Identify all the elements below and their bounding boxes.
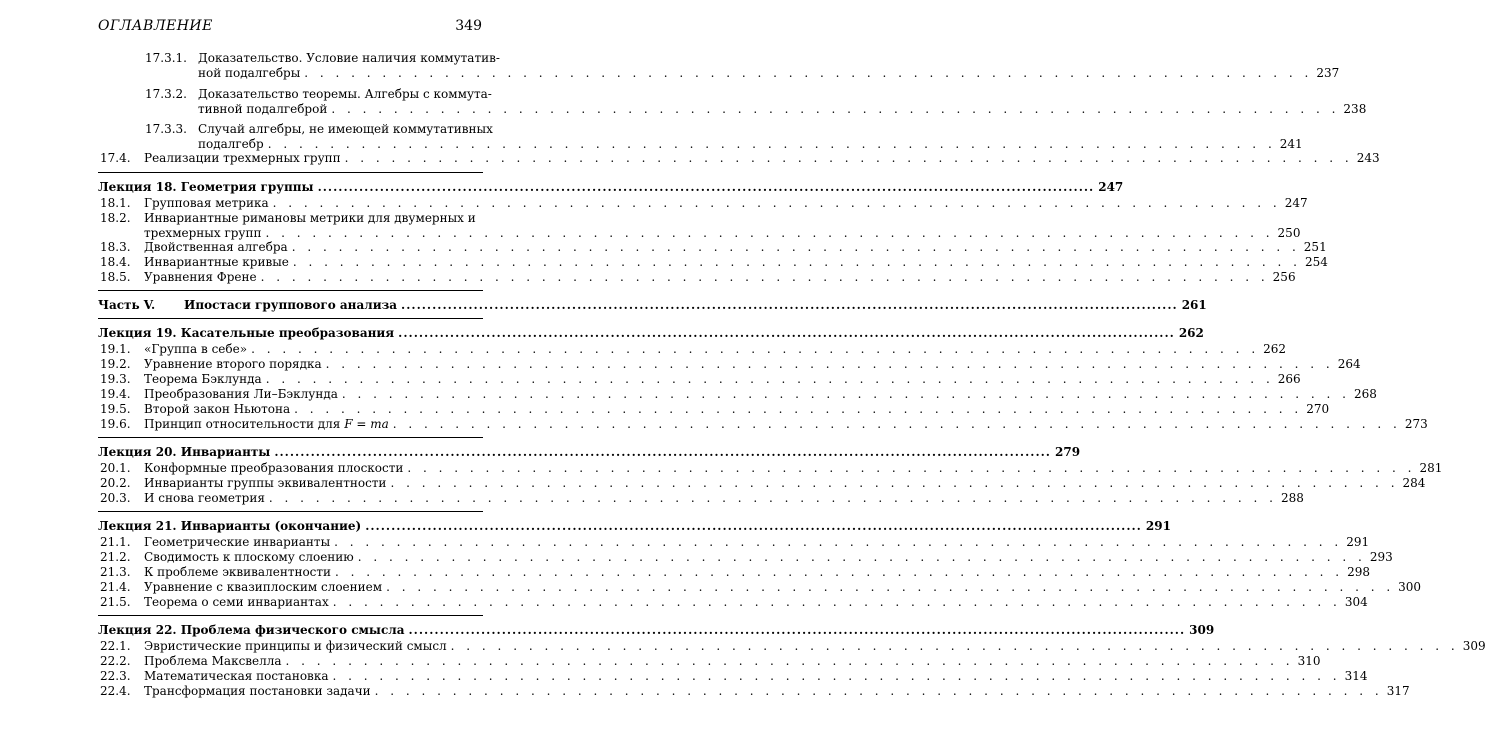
entry-page: 317	[1386, 684, 1410, 698]
entry-page: 268	[1353, 387, 1377, 401]
toc-lecture-18[interactable]	[98, 180, 1124, 195]
entry-title-continued: трехмерных групп	[144, 226, 262, 240]
entry-page: 309	[1462, 639, 1486, 653]
entry-title: Уравнение с квазиплоским слоением	[144, 580, 383, 594]
entry-page: 281	[1419, 461, 1443, 475]
toc-entry-19-1[interactable]	[100, 342, 1287, 357]
part-title: Ипостаси группового анализа	[184, 298, 398, 312]
part-number: Часть V.	[98, 298, 156, 312]
toc-part-5[interactable]	[98, 298, 1207, 313]
dot-leader	[268, 137, 1276, 152]
toc-entry-19-2[interactable]	[100, 357, 1361, 372]
dot-leader	[390, 476, 1398, 491]
entry-number: 21.1.	[100, 535, 131, 549]
entry-page: 243	[1356, 151, 1380, 165]
entry-page: 291	[1346, 535, 1370, 549]
toc-entry-22-1[interactable]	[100, 639, 1486, 654]
formula: F = ma	[344, 417, 389, 431]
entry-page: 262	[1178, 326, 1204, 340]
entry-title: К проблеме эквивалентности	[144, 565, 332, 579]
dot-leader	[451, 639, 1459, 654]
lecture-title: Лекция 21. Инварианты (окончание)	[98, 519, 362, 533]
toc-lecture-19[interactable]	[98, 326, 1204, 341]
entry-number: 22.1.	[100, 639, 131, 653]
entry-title: «Группа в себе»	[144, 342, 248, 356]
entry-title: Трансформация постановки задачи	[144, 684, 371, 698]
toc-entry-18-4[interactable]	[100, 255, 1328, 270]
entry-number: 17.3.1.	[145, 51, 187, 65]
dot-leader	[409, 623, 1186, 638]
toc-entry-20-2[interactable]	[100, 476, 1426, 491]
entry-page: 291	[1145, 519, 1171, 533]
entry-page: 304	[1344, 595, 1368, 609]
dot-leader	[293, 255, 1301, 270]
toc-entry-19-5[interactable]	[100, 402, 1330, 417]
section-divider	[98, 318, 483, 319]
entry-page: 293	[1369, 550, 1393, 564]
entry-title: Проблема Максвелла	[144, 654, 282, 668]
dot-leader	[375, 684, 1383, 699]
dot-leader	[334, 535, 1342, 550]
entry-number: 21.3.	[100, 565, 131, 579]
dot-leader	[342, 387, 1350, 402]
entry-title: Теорема Бэклунда	[144, 372, 262, 386]
dot-leader	[358, 550, 1366, 565]
entry-page: 310	[1297, 654, 1321, 668]
entry-page: 250	[1277, 226, 1301, 240]
dot-leader	[318, 180, 1095, 195]
entry-page: 264	[1337, 357, 1361, 371]
entry-number: 21.2.	[100, 550, 131, 564]
entry-page: 247	[1098, 180, 1124, 194]
entry-title: Двойственная алгебра	[144, 240, 288, 254]
toc-entry-21-1[interactable]	[100, 535, 1370, 550]
toc-lecture-21[interactable]	[98, 519, 1171, 534]
entry-title: Инварианты группы эквивалентности	[144, 476, 387, 490]
entry-page: 279	[1055, 445, 1081, 459]
entry-page: 256	[1272, 270, 1296, 284]
toc-lecture-20[interactable]	[98, 445, 1081, 460]
toc-entry-18-3[interactable]	[100, 240, 1327, 255]
toc-entry-22-3[interactable]	[100, 669, 1368, 684]
entry-page: 288	[1280, 491, 1304, 505]
entry-title-continued: подалгебр	[198, 137, 264, 151]
lecture-title: Лекция 18. Геометрия группы	[98, 180, 314, 194]
toc-entry-19-3[interactable]	[100, 372, 1301, 387]
entry-number: 18.5.	[100, 270, 131, 284]
toc-entry-17-3-3[interactable]	[145, 122, 1303, 152]
entry-page: 254	[1304, 255, 1328, 269]
entry-page: 251	[1303, 240, 1327, 254]
entry-page: 273	[1404, 417, 1428, 431]
toc-entry-22-2[interactable]	[100, 654, 1321, 669]
toc-entry-21-2[interactable]	[100, 550, 1393, 565]
entry-page: 300	[1398, 580, 1422, 594]
dot-leader	[265, 226, 1273, 241]
entry-number: 17.3.2.	[145, 87, 187, 101]
toc-entry-22-4[interactable]	[100, 684, 1410, 699]
entry-number: 19.1.	[100, 342, 131, 356]
dot-leader	[294, 402, 1302, 417]
entry-title: Реализации трехмерных групп	[144, 151, 341, 165]
entry-title: Преобразования Ли–Бэклунда	[144, 387, 338, 401]
entry-page: 270	[1306, 402, 1330, 416]
section-divider	[98, 290, 483, 291]
toc-entry-18-1[interactable]	[100, 196, 1308, 211]
toc-entry-18-5[interactable]	[100, 270, 1296, 285]
dot-leader	[333, 595, 1341, 610]
entry-title: Математическая постановка	[144, 669, 329, 683]
dot-leader	[332, 669, 1340, 684]
entry-number: 18.1.	[100, 196, 131, 210]
section-divider	[98, 511, 483, 512]
page-number: 349	[455, 18, 482, 34]
dot-leader	[345, 151, 1353, 166]
dot-leader	[335, 565, 1343, 580]
toc-entry-17-3-1[interactable]	[145, 51, 1340, 81]
entry-number: 22.2.	[100, 654, 131, 668]
toc-entry-21-4[interactable]	[100, 580, 1422, 595]
entry-title: Уравнения Френе	[144, 270, 257, 284]
entry-number: 22.3.	[100, 669, 131, 683]
dot-leader	[393, 417, 1401, 432]
entry-title-continued: тивной подалгеброй	[198, 102, 328, 116]
dot-leader	[304, 66, 1312, 81]
entry-number: 17.4.	[100, 151, 131, 165]
entry-title: Эвристические принципы и физический смысл	[144, 639, 447, 653]
toc-entry-20-1[interactable]	[100, 461, 1443, 476]
entry-page: 237	[1316, 66, 1340, 80]
section-divider	[98, 437, 483, 438]
dot-leader	[326, 357, 1334, 372]
dot-leader	[292, 240, 1300, 255]
dot-leader	[286, 654, 1294, 669]
entry-title: Инвариантные римановы метрики для двумерных и	[144, 211, 476, 225]
dot-leader	[251, 342, 1259, 357]
toc-entry-17-3-2[interactable]	[145, 87, 1367, 117]
running-title: ОГЛАВЛЕНИЕ	[98, 18, 213, 34]
entry-page: 298	[1347, 565, 1371, 579]
entry-number: 18.4.	[100, 255, 131, 269]
entry-title: Второй закон Ньютона	[144, 402, 291, 416]
dot-leader	[401, 298, 1178, 313]
entry-page: 238	[1343, 102, 1367, 116]
dot-leader	[273, 196, 1281, 211]
entry-title-continued: ной подалгебры	[198, 66, 301, 80]
entry-title: Уравнение второго порядка	[144, 357, 322, 371]
toc-entry-21-5[interactable]	[100, 595, 1368, 610]
section-divider	[98, 172, 483, 173]
entry-page: 247	[1284, 196, 1308, 210]
entry-number: 20.1.	[100, 461, 131, 475]
dot-leader	[365, 519, 1142, 534]
toc-entry-21-3[interactable]	[100, 565, 1371, 580]
entry-number: 19.6.	[100, 417, 131, 431]
toc-entry-18-2[interactable]	[100, 211, 1301, 241]
entry-number: 19.3.	[100, 372, 131, 386]
entry-number: 21.4.	[100, 580, 131, 594]
entry-page: 266	[1277, 372, 1301, 386]
entry-title: Инвариантные кривые	[144, 255, 289, 269]
entry-title: Групповая метрика	[144, 196, 269, 210]
entry-number: 17.3.3.	[145, 122, 187, 136]
entry-page: 261	[1181, 298, 1207, 312]
entry-title: Сводимость к плоскому слоению	[144, 550, 354, 564]
dot-leader	[266, 372, 1274, 387]
entry-number: 21.5.	[100, 595, 131, 609]
entry-number: 20.3.	[100, 491, 131, 505]
entry-title: Теорема о семи инвариантах	[144, 595, 329, 609]
entry-title: Принцип относительности для	[144, 417, 341, 431]
toc-entry-19-4[interactable]	[100, 387, 1377, 402]
entry-title: И снова геометрия	[144, 491, 265, 505]
dot-leader	[398, 326, 1175, 341]
dot-leader	[386, 580, 1394, 595]
entry-title: Случай алгебры, не имеющей коммутативных	[198, 122, 493, 136]
toc-lecture-22[interactable]	[98, 623, 1215, 638]
lecture-title: Лекция 19. Касательные преобразования	[98, 326, 395, 340]
entry-number: 19.4.	[100, 387, 131, 401]
entry-number: 18.2.	[100, 211, 131, 225]
entry-title: Доказательство теоремы. Алгебры с коммута-	[198, 87, 492, 101]
entry-page: 241	[1279, 137, 1303, 151]
entry-title: Доказательство. Условие наличия коммутатив-	[198, 51, 500, 65]
entry-page: 262	[1263, 342, 1287, 356]
dot-leader	[269, 491, 1277, 506]
entry-title: Конформные преобразования плоскости	[144, 461, 404, 475]
toc-entry-20-3[interactable]	[100, 491, 1304, 506]
lecture-title: Лекция 20. Инварианты	[98, 445, 271, 459]
page-header	[98, 18, 482, 38]
section-divider	[98, 615, 483, 616]
entry-page: 314	[1344, 669, 1368, 683]
toc-entry-19-6[interactable]	[100, 417, 1428, 432]
entry-title: Геометрические инварианты	[144, 535, 331, 549]
dot-leader	[274, 445, 1051, 460]
entry-number: 20.2.	[100, 476, 131, 490]
entry-page: 309	[1189, 623, 1215, 637]
entry-number: 22.4.	[100, 684, 131, 698]
entry-number: 19.2.	[100, 357, 131, 371]
dot-leader	[261, 270, 1269, 285]
entry-number: 19.5.	[100, 402, 131, 416]
dot-leader	[407, 461, 1415, 476]
lecture-title: Лекция 22. Проблема физического смысла	[98, 623, 405, 637]
toc-entry-17-4[interactable]	[100, 151, 1380, 166]
entry-number: 18.3.	[100, 240, 131, 254]
entry-page: 284	[1402, 476, 1426, 490]
dot-leader	[331, 102, 1339, 117]
